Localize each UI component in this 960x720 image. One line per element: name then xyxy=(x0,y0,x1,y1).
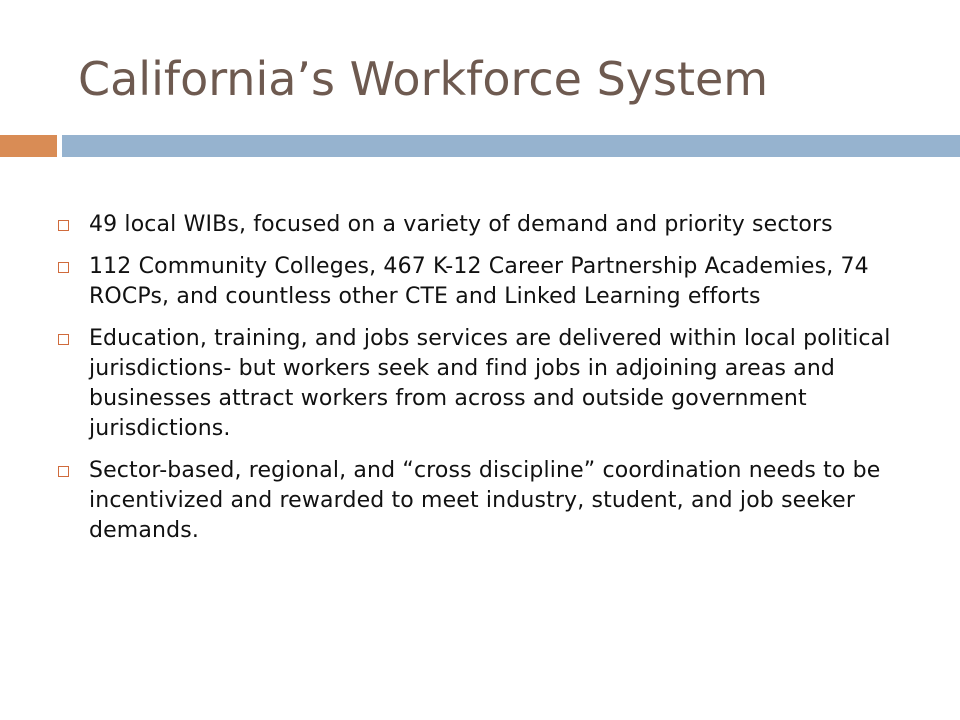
slide-title: California’s Workforce System xyxy=(78,52,769,106)
bullet-list xyxy=(58,210,918,558)
bullet-text: Sector-based, regional, and “cross discipline” coordination needs to be incentivized and rewarded to meet industry, student, and job seeker demands. xyxy=(89,458,881,543)
square-bullet-icon xyxy=(58,466,69,477)
square-bullet-icon xyxy=(58,262,69,273)
square-bullet-icon xyxy=(58,220,69,231)
accent-bar-blue xyxy=(62,135,960,157)
bullet-text: 49 local WIBs, focused on a variety of demand and priority sectors xyxy=(89,212,833,237)
bullet-item xyxy=(58,252,918,312)
bullet-item xyxy=(58,210,918,240)
bullet-text: 112 Community Colleges, 467 K-12 Career Partnership Academies, 74 ROCPs, and countless other CTE and Linked Learning efforts xyxy=(89,254,869,309)
bullet-item xyxy=(58,456,918,546)
bullet-item xyxy=(58,324,918,444)
accent-bar-orange xyxy=(0,135,57,157)
bullet-text: Education, training, and jobs services are delivered within local political jurisdictions- but workers seek and find jobs in adjoining areas and businesses attract workers from across and outside government jurisdictions. xyxy=(89,326,891,441)
square-bullet-icon xyxy=(58,334,69,345)
